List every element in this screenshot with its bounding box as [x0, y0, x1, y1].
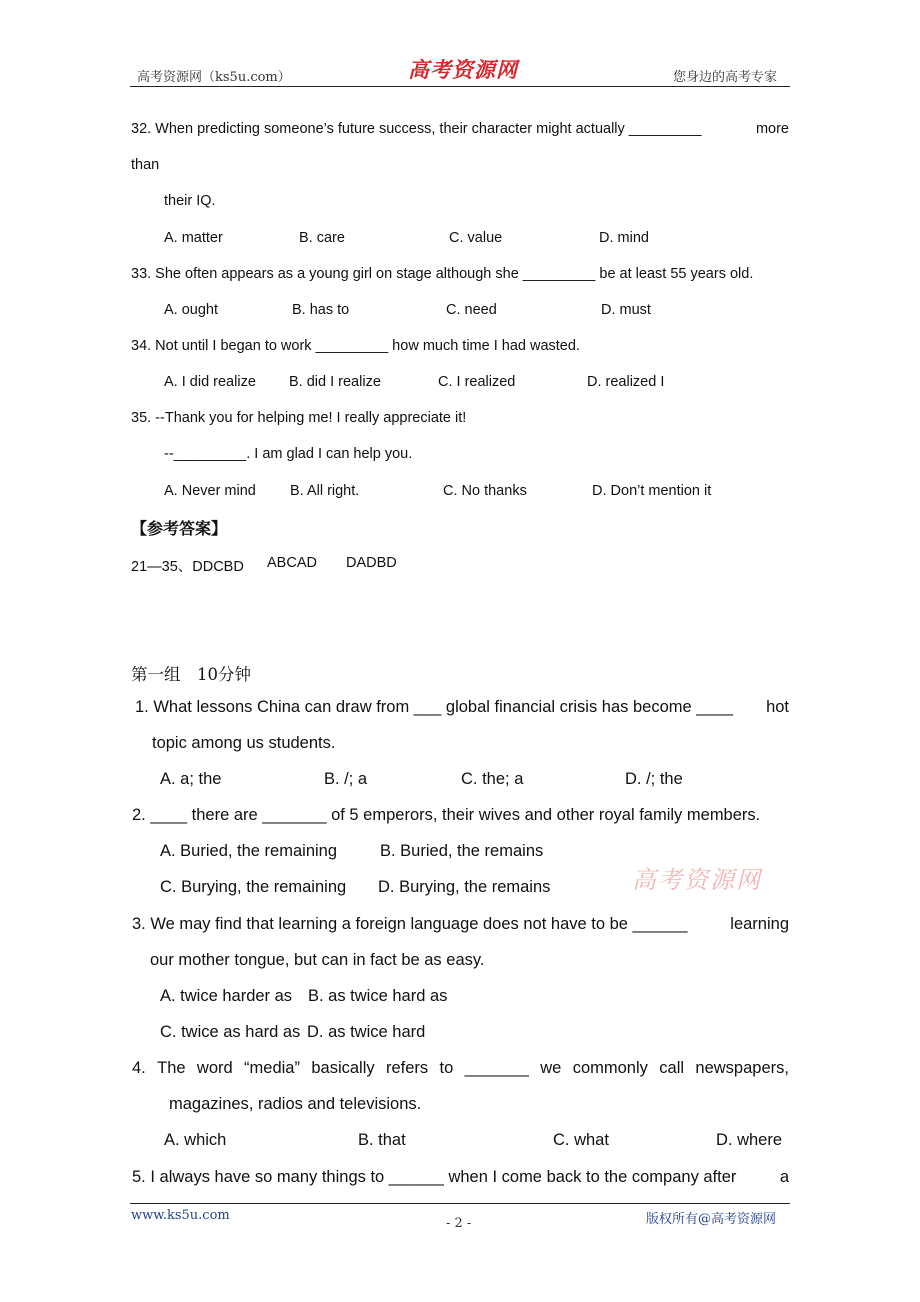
option: C. what [553, 1131, 609, 1149]
question-35-line1: 35. --Thank you for helping me! I really appreciate it! [131, 410, 467, 426]
option: D. Burying, the remains [378, 878, 551, 896]
question-33: 33. She often appears as a young girl on stage although she _________ be at least 55 years old. [131, 266, 754, 282]
question-35-line2: --_________. I am glad I can help you. [164, 446, 413, 462]
question-1-line2: topic among us students. [152, 734, 336, 752]
option: C. No thanks [443, 483, 527, 499]
option: D. mind [599, 230, 649, 246]
option: B. care [299, 230, 345, 246]
question-4-line2: magazines, radios and televisions. [169, 1095, 422, 1113]
option: A. which [164, 1131, 227, 1149]
option: D. realized I [587, 374, 665, 390]
question-3-line1: 3. We may find that learning a foreign language does not have to be ______ learning [132, 915, 789, 933]
option: C. twice as hard as [160, 1023, 301, 1041]
header-logo: 高考资源网 [408, 57, 518, 82]
option: B. Buried, the remains [380, 842, 544, 860]
footer-copyright: 版权所有@高考资源网 [646, 1212, 777, 1227]
header-site-name: 高考资源网（ks5u.com） [137, 70, 291, 85]
header-rule [130, 86, 790, 87]
question-34: 34. Not until I began to work _________ how much time I had wasted. [131, 338, 580, 354]
question-2: 2. ____ there are _______ of 5 emperors, their wives and other royal family members. [132, 806, 761, 824]
answer-key: 21—35、DDCBD [131, 559, 244, 575]
option: B. All right. [290, 483, 360, 499]
option: A. Never mind [164, 483, 256, 499]
option: C. Burying, the remaining [160, 878, 347, 896]
option: B. has to [292, 302, 350, 318]
header-slogan: 您身边的高考专家 [673, 70, 778, 85]
answer-key: DADBD [346, 555, 397, 571]
option: A. I did realize [164, 374, 256, 390]
option: B. did I realize [289, 374, 381, 390]
footer-link[interactable]: www.ks5u.com [131, 1208, 230, 1223]
option: D. /; the [625, 770, 683, 788]
option: A. a; the [160, 770, 222, 788]
watermark: 高考资源网 [632, 866, 762, 894]
option: A. twice harder as [160, 987, 293, 1005]
page-number: - 2 - [446, 1216, 472, 1231]
option: C. value [449, 230, 503, 246]
option: D. where [716, 1131, 783, 1149]
footer-rule [130, 1203, 790, 1204]
question-32-line2: than [131, 157, 160, 173]
option: D. Don’t mention it [592, 483, 712, 499]
option: A. Buried, the remaining [160, 842, 338, 860]
question-32-line1: 32. When predicting someone’s future success, their character might actually _________ more [131, 121, 789, 137]
answer-heading: 【参考答案】 [131, 519, 228, 538]
option: A. matter [164, 230, 223, 246]
question-5-line1: 5. I always have so many things to ______ when I come back to the company after a [132, 1168, 789, 1186]
option: C. the; a [461, 770, 524, 788]
option: D. as twice hard [307, 1023, 426, 1041]
question-1-line1: 1. What lessons China can draw from ___ global financial crisis has become ____ hot [135, 698, 789, 716]
group-title: 第一组 10分钟 [131, 665, 251, 684]
question-3-line2: our mother tongue, but can in fact be as easy. [150, 951, 485, 969]
question-32-line3: their IQ. [164, 193, 216, 209]
option: B. that [358, 1131, 406, 1149]
option: B. as twice hard as [308, 987, 448, 1005]
option: B. /; a [324, 770, 368, 788]
option: D. must [601, 302, 651, 318]
option: C. need [446, 302, 497, 318]
option: C. I realized [438, 374, 516, 390]
question-4-line1: 4. The word “media” basically refers to _______ we commonly call newspapers, [132, 1059, 789, 1077]
option: A. ought [164, 302, 219, 318]
answer-key: ABCAD [267, 555, 317, 571]
